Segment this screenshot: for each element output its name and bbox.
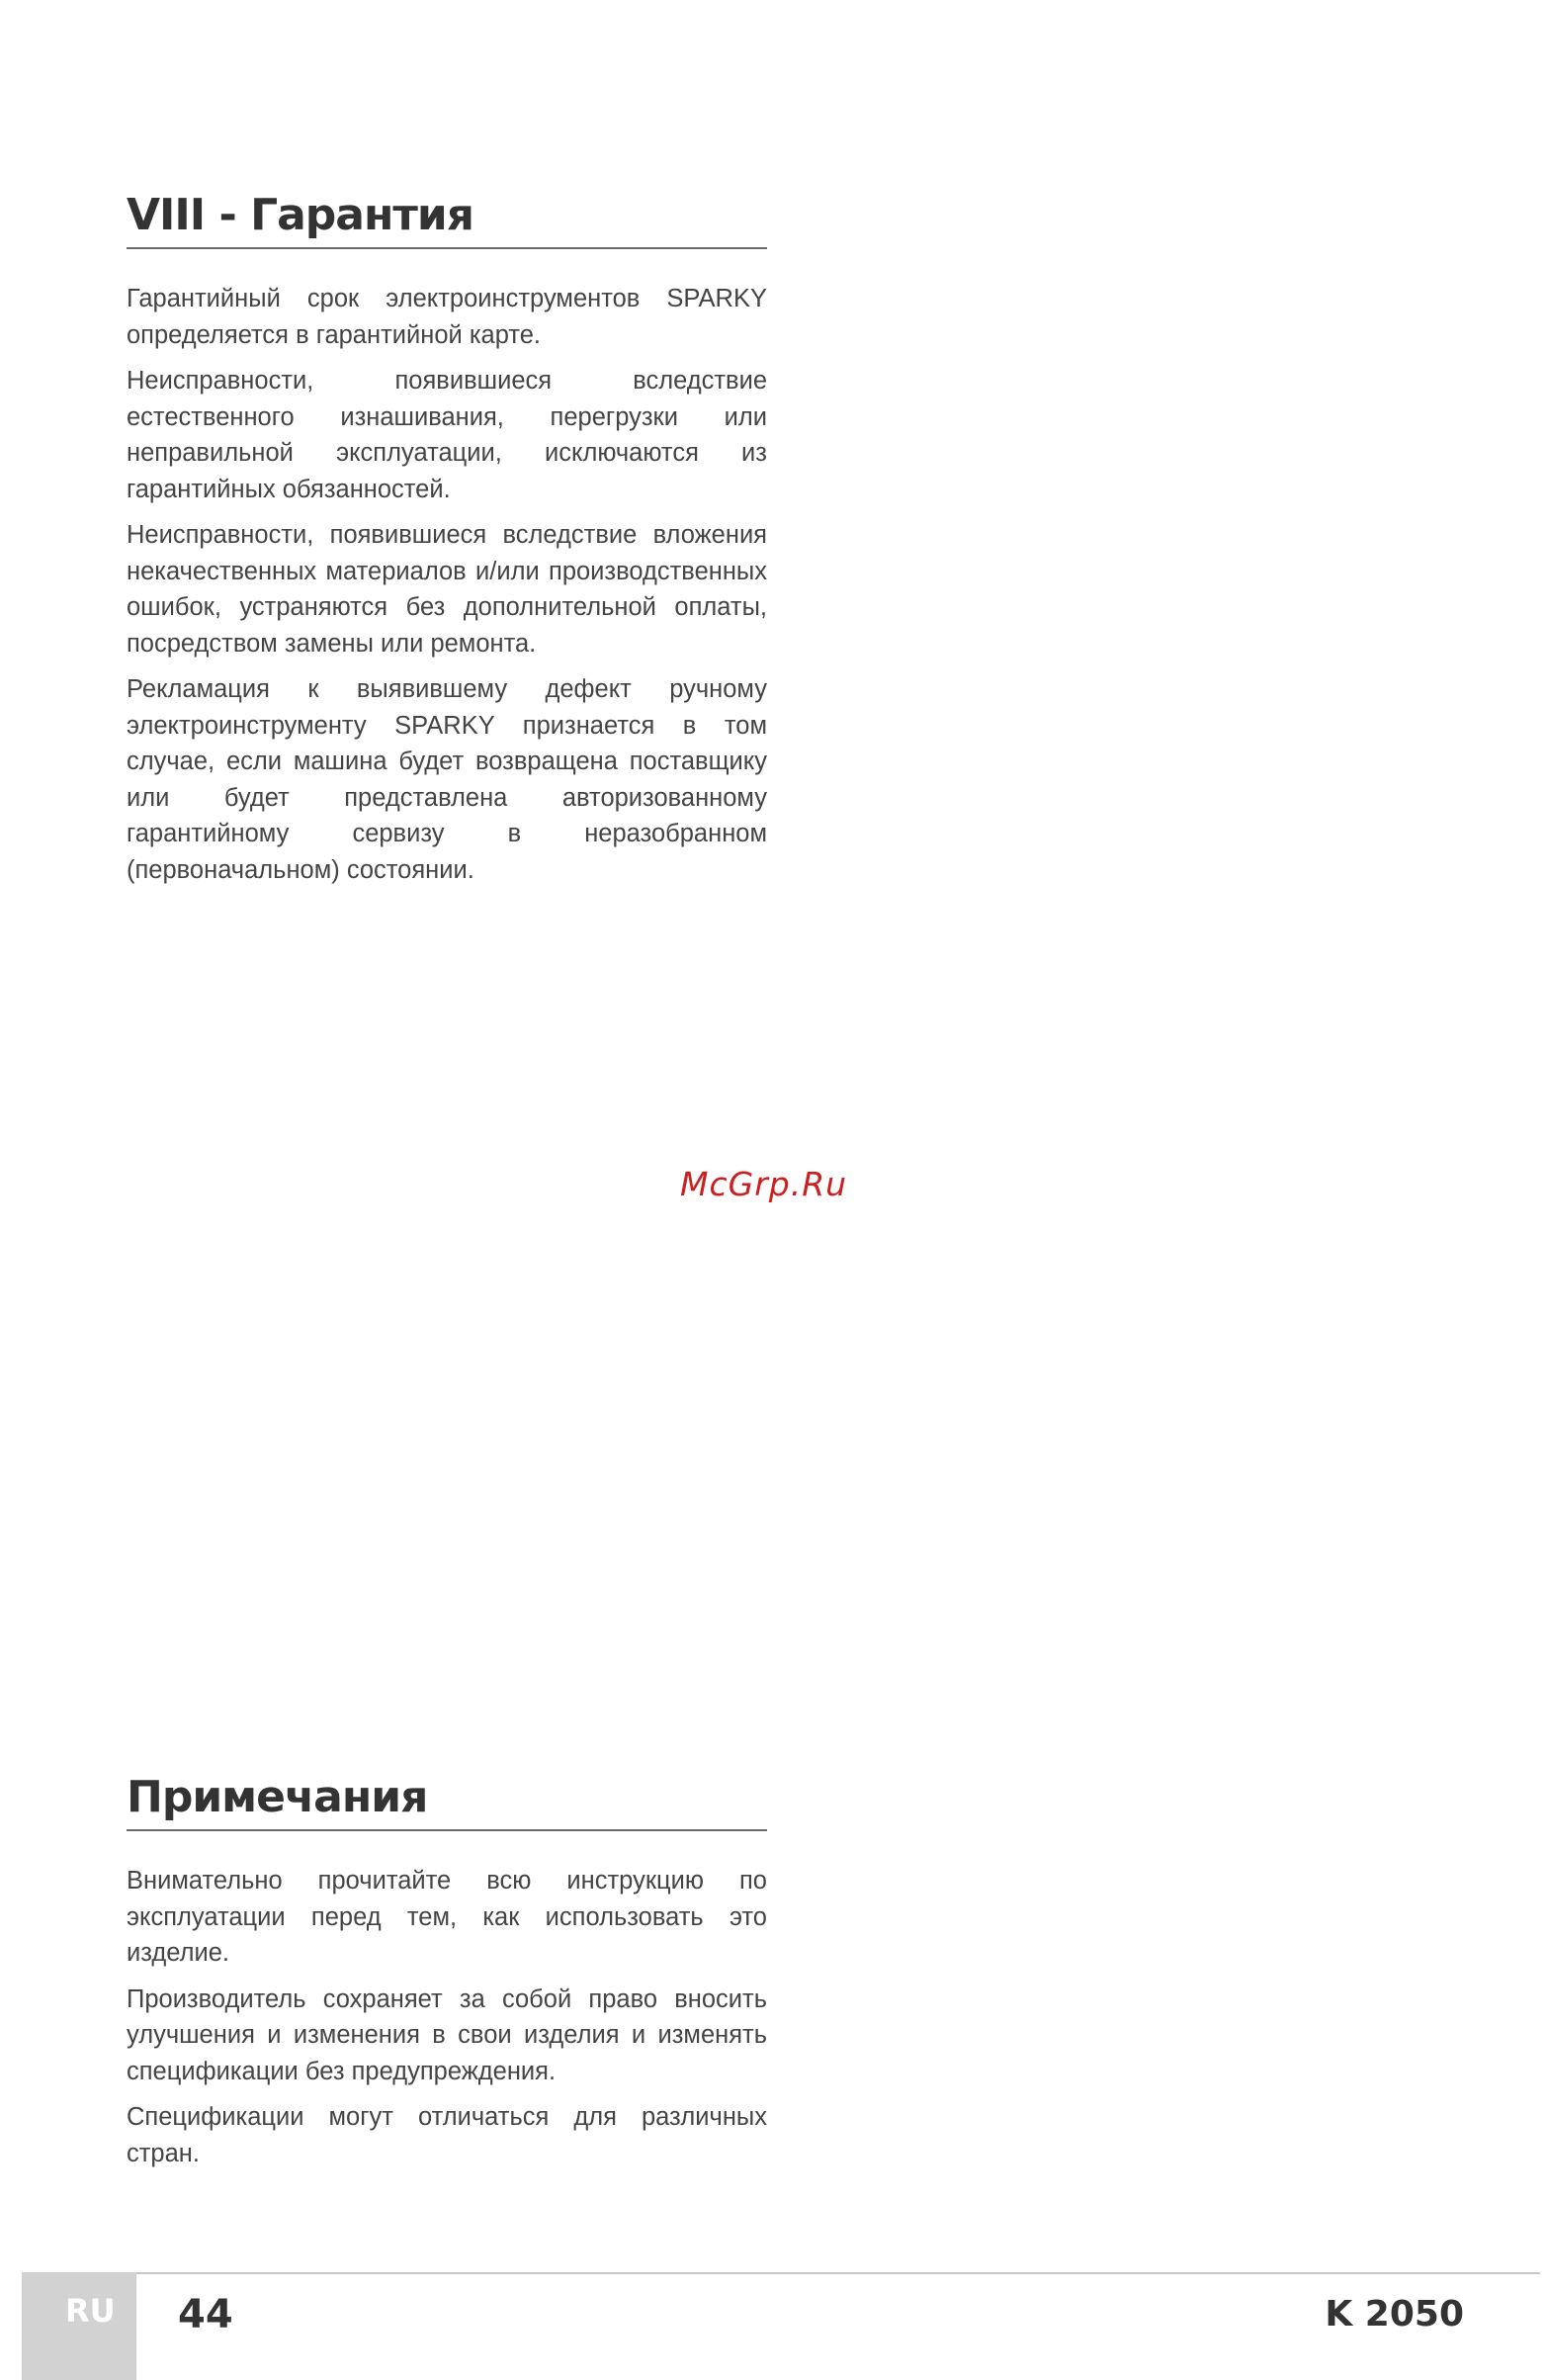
warranty-paragraph: Гарантийный срок электроинструментов SPARKY определяется в гарантийной карте.: [127, 285, 767, 349]
language-label: RU: [65, 2292, 116, 2330]
notes-paragraph: Производитель сохраняет за собой право вносить улучшения и изменения в свои изделия и изменять спецификации без предупреждения.: [127, 1984, 767, 2085]
notes-paragraph: Внимательно прочитайте всю инструкцию по эксплуатации перед тем, как использовать это изделие.: [127, 1867, 767, 1967]
watermark: McGrp.Ru: [680, 1165, 848, 1203]
warranty-heading: VIII - Гарантия: [127, 194, 767, 249]
footer-divider: [136, 2272, 1540, 2274]
model-name: K 2050: [1325, 2294, 1464, 2335]
warranty-paragraph: Неисправности, появившиеся вследствие вложения некачественных материалов и/или производственных ошибок, устраняются без дополнительной оплаты, посредством замены или ремонта.: [127, 521, 767, 658]
notes-heading: Примечания: [127, 1776, 767, 1831]
notes-section: [127, 1772, 767, 2181]
warranty-section: [127, 190, 767, 898]
notes-paragraph: Спецификации могут отличаться для различных стран.: [127, 2103, 767, 2167]
language-badge: [22, 2272, 136, 2380]
page-number: 44: [178, 2292, 233, 2337]
warranty-paragraph: Рекламация к выявившему дефект ручному электроинструменту SPARKY признается в том случае, если машина будет возвращена поставщику или будет представлена авторизованному гарантийному сервизу в неразобранном (первоначальном) состоянии.: [127, 675, 767, 884]
warranty-paragraph: Неисправности, появившиеся вследствие естественного изнашивания, перегрузки или неправильной эксплуатации, исключаются из гарантийных обязанностей.: [127, 367, 767, 503]
